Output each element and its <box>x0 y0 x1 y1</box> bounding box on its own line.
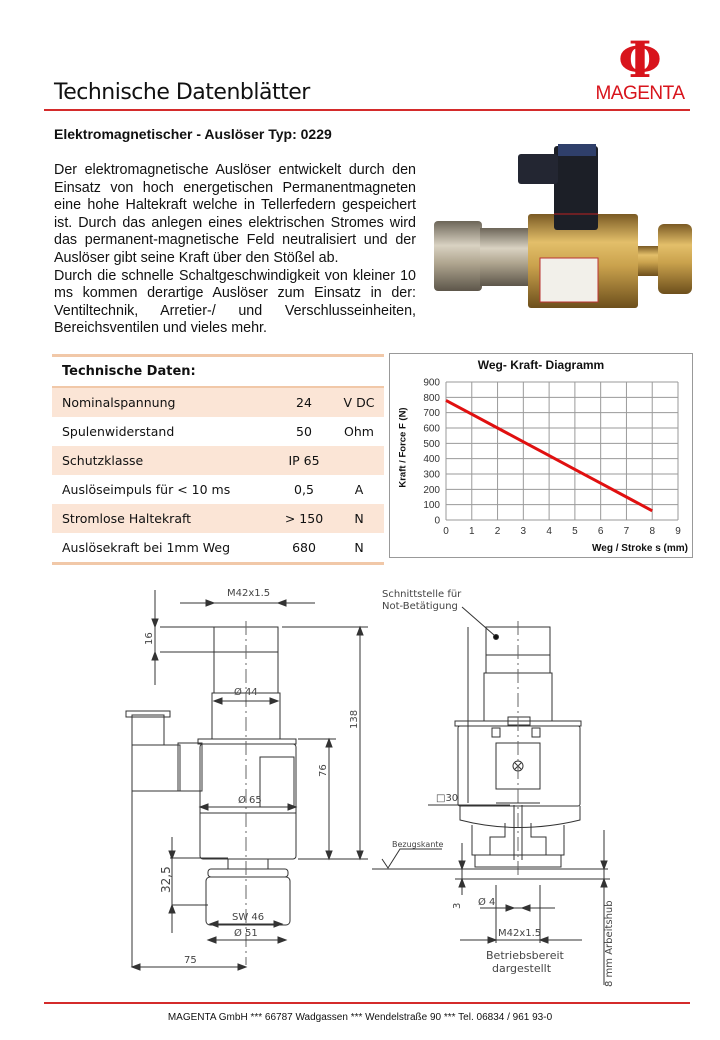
svg-text:Not-Betätigung: Not-Betätigung <box>382 601 458 612</box>
row-unit: N <box>354 540 364 555</box>
svg-text:800: 800 <box>423 392 440 404</box>
svg-text:138: 138 <box>349 709 360 729</box>
footer-divider <box>44 1002 690 1004</box>
table-row <box>52 388 384 417</box>
description-paragraph: Durch die schnelle Schaltgeschwindigkeit von kleiner 10 ms kommen derartige Auslöser zum Einsatz in der: Ventiltechnik, Arretier-/ und Verschlusseinheiten, Bereichsventilen und vieles mehr. <box>54 267 416 337</box>
table-row <box>52 504 384 533</box>
row-unit <box>334 446 384 475</box>
chart-title: Weg- Kraft- Diagramm <box>477 358 605 372</box>
table-row <box>52 533 384 562</box>
svg-text:32,5: 32,5 <box>159 866 173 893</box>
svg-text:Ø 65: Ø 65 <box>238 795 262 806</box>
svg-text:Ø 44: Ø 44 <box>234 687 258 698</box>
svg-text:M42x1.5: M42x1.5 <box>498 928 542 939</box>
svg-text:900: 900 <box>423 377 440 389</box>
product-photo <box>432 136 694 311</box>
table-heading: Technische Daten: <box>52 357 384 388</box>
header-divider <box>44 109 690 111</box>
svg-text:3: 3 <box>520 526 527 537</box>
table-row <box>52 475 384 504</box>
row-unit: V DC <box>343 395 375 410</box>
logo-text: MAGENTA <box>595 83 685 104</box>
row-value: 0,5 <box>294 482 314 497</box>
svg-text:100: 100 <box>423 500 440 512</box>
row-value: 50 <box>296 424 312 439</box>
footer-address: MAGENTA GmbH *** 66787 Wadgassen *** Wendelstraße 90 *** Tel. 06834 / 961 93-0 <box>167 1012 553 1023</box>
description-paragraph: Der elektromagnetische Auslöser entwickelt durch den Einsatz von hoch energetischen Permanentmagneten eine hohe Haltekraft welche in Tellerfedern gespeichert ist. Durch das anlegen eines elektrischen Stromes wird das permanent-magnetische Feld neutralisiert und der Auslöser gibt seine Kraft über den Stößel ab. <box>54 162 416 266</box>
row-value: IP 65 <box>288 453 320 468</box>
force-stroke-chart <box>389 353 693 558</box>
svg-text:9: 9 <box>675 526 681 537</box>
row-unit: N <box>354 511 364 526</box>
svg-text:□30: □30 <box>436 793 459 804</box>
svg-text:16: 16 <box>144 632 155 645</box>
chart-plot-area <box>390 354 692 557</box>
svg-text:Ø 51: Ø 51 <box>234 928 258 939</box>
product-description <box>54 162 416 338</box>
row-name: Auslöseimpuls für < 10 ms <box>62 482 231 497</box>
row-name: Nominalspannung <box>62 395 176 410</box>
svg-text:dargestellt: dargestellt <box>492 962 552 975</box>
row-name: Spulenwiderstand <box>62 424 175 439</box>
svg-text:76: 76 <box>318 764 329 777</box>
magenta-logo <box>590 30 690 104</box>
svg-text:75: 75 <box>184 955 197 966</box>
svg-text:0: 0 <box>443 526 449 537</box>
row-value: > 150 <box>284 511 324 526</box>
row-name: Stromlose Haltekraft <box>62 511 192 526</box>
svg-text:M42x1.5: M42x1.5 <box>227 588 271 599</box>
svg-text:8 mm Arbeitshub: 8 mm Arbeitshub <box>604 900 615 987</box>
chart-x-axis-label: Weg / Stroke s (mm) <box>592 543 688 554</box>
svg-text:0: 0 <box>434 515 440 527</box>
svg-text:Ø 4: Ø 4 <box>478 897 496 908</box>
chart-y-axis-label: Kraft / Force F (N) <box>397 407 409 488</box>
phi-logo-icon: Φ <box>618 30 662 89</box>
svg-text:8: 8 <box>649 526 656 537</box>
technical-drawing <box>110 575 630 995</box>
row-unit: A <box>354 482 364 497</box>
table-row <box>52 446 384 475</box>
svg-text:4: 4 <box>546 526 552 537</box>
svg-text:6: 6 <box>597 526 604 537</box>
svg-text:Betriebsbereit: Betriebsbereit <box>486 949 564 962</box>
right-view <box>372 589 615 987</box>
svg-text:1: 1 <box>468 526 475 537</box>
svg-text:200: 200 <box>423 484 440 496</box>
row-name: Auslösekraft bei 1mm Weg <box>62 540 231 555</box>
svg-text:3: 3 <box>452 902 463 909</box>
row-value: 24 <box>296 395 312 410</box>
row-unit: Ohm <box>344 424 374 439</box>
product-title: Elektromagnetischer - Auslöser Typ: 0229 <box>54 126 332 142</box>
svg-text:700: 700 <box>423 408 440 420</box>
row-name: Schutzklasse <box>62 453 144 468</box>
page-title: Technische Datenblätter <box>54 80 310 105</box>
left-view <box>126 588 368 970</box>
svg-text:2: 2 <box>494 526 501 537</box>
table-row <box>52 417 384 446</box>
svg-text:Bezugskante: Bezugskante <box>392 840 444 849</box>
svg-text:SW 46: SW 46 <box>232 912 265 923</box>
svg-text:7: 7 <box>623 526 630 537</box>
tech-data-table <box>52 354 384 565</box>
svg-text:600: 600 <box>423 423 440 435</box>
svg-text:300: 300 <box>423 469 440 481</box>
svg-text:400: 400 <box>423 454 440 466</box>
row-value: 680 <box>292 540 316 555</box>
svg-text:Schnittstelle für: Schnittstelle für <box>382 589 462 600</box>
svg-text:5: 5 <box>572 526 578 537</box>
svg-text:500: 500 <box>423 438 440 450</box>
